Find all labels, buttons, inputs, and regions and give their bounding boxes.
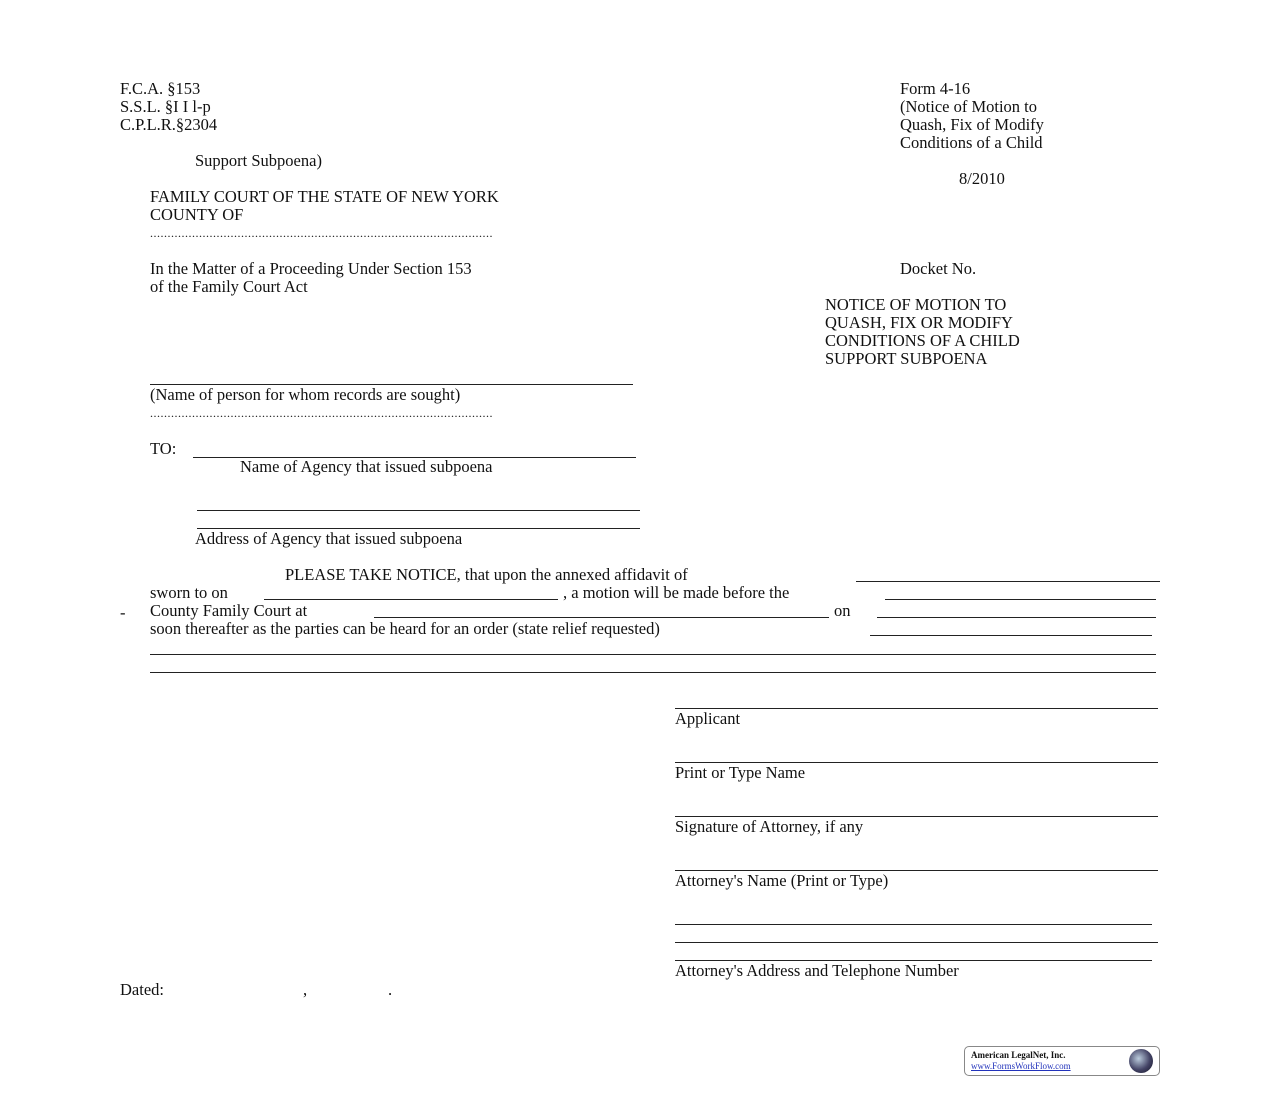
court-at-label: County Family Court at [150,601,308,620]
attorney-address-line-1[interactable] [675,924,1152,925]
affiant-line[interactable] [856,581,1160,582]
sworn-label: sworn to on [150,583,228,602]
separator-dots: .................................................................................................. [150,226,493,240]
hearing-date-line[interactable] [877,617,1156,618]
print-name-label: Print or Type Name [675,763,806,782]
doc-title-2: QUASH, FIX OR MODIFY [825,313,1013,332]
logo-name: American LegalNet, Inc. [971,1050,1066,1060]
attorney-address-label: Attorney's Address and Telephone Number [675,961,959,980]
sworn-date-line[interactable] [264,599,558,600]
american-legalnet-logo[interactable] [964,1046,1160,1076]
statute-cplr: C.P.L.R.§2304 [120,115,218,134]
dated-comma: , [303,980,308,999]
agency-address-label: Address of Agency that issued subpoena [195,529,463,548]
globe-icon [1129,1049,1153,1073]
relief-line-2[interactable] [150,654,1156,655]
statute-fca: F.C.A. §153 [120,79,201,98]
to-label: TO: [150,439,177,458]
statute-ssl: S.S.L. §I I l-p [120,97,211,116]
matter-line-1: In the Matter of a Proceeding Under Section 153 [150,259,472,278]
form-desc-4: Support Subpoena) [195,151,322,170]
margin-mark: - [120,603,126,622]
attorney-address-line-2[interactable] [675,942,1158,943]
county-line[interactable] [885,599,1156,600]
agency-address-line-1[interactable] [197,510,640,511]
form-desc-1: (Notice of Motion to [900,97,1038,116]
docket-label: Docket No. [900,259,977,278]
relief-line-1[interactable] [870,635,1152,636]
motion-text: , a motion will be made before the [563,583,790,602]
attorney-name-label: Attorney's Name (Print or Type) [675,871,889,890]
dated-period: . [388,980,393,999]
court-name: FAMILY COURT OF THE STATE OF NEW YORK [150,187,499,206]
form-date: 8/2010 [959,169,1005,188]
form-desc-2: Quash, Fix of Modify [900,115,1044,134]
doc-title-3: CONDITIONS OF A CHILD [825,331,1020,350]
attorney-signature-label: Signature of Attorney, if any [675,817,864,836]
separator-dots-2: .................................................................................................. [150,406,493,420]
person-name-label: (Name of person for whom records are sought) [150,385,461,404]
relief-line-3[interactable] [150,672,1156,673]
form-number: Form 4-16 [900,79,971,98]
dated-label: Dated: [120,980,164,999]
county-of: COUNTY OF [150,205,244,224]
relief-label: soon thereafter as the parties can be heard for an order (state relief requested) [150,619,660,638]
agency-name-label: Name of Agency that issued subpoena [240,457,493,476]
applicant-label: Applicant [675,709,741,728]
matter-line-2: of the Family Court Act [150,277,308,296]
notice-line-1: PLEASE TAKE NOTICE, that upon the annexed affidavit of [285,565,688,584]
logo-url-link[interactable]: www.FormsWorkFlow.com [971,1061,1071,1071]
applicant-line[interactable] [675,708,1158,709]
on-label: on [834,601,851,620]
court-address-line[interactable] [374,617,829,618]
doc-title-1: NOTICE OF MOTION TO [825,295,1007,314]
doc-title-4: SUPPORT SUBPOENA [825,349,988,368]
form-desc-3: Conditions of a Child [900,133,1043,152]
